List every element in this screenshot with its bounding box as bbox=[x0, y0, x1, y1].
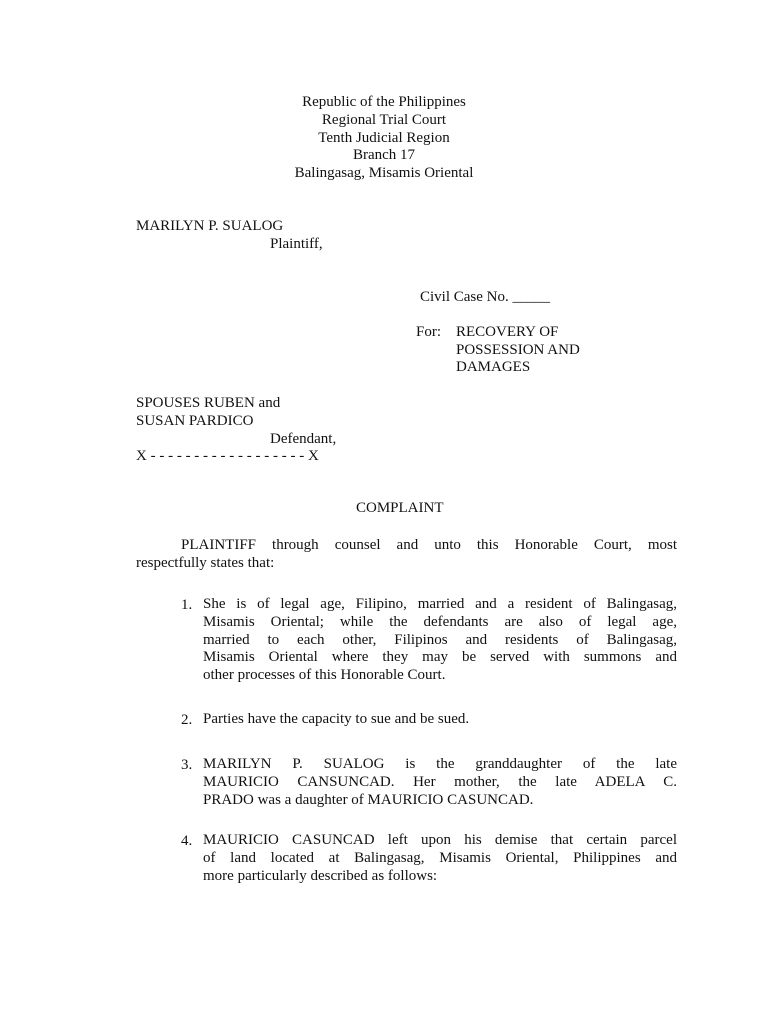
item-2-text bbox=[203, 711, 677, 729]
intro-line-1: PLAINTIFF through counsel and unto this Honorable Court, most bbox=[181, 537, 677, 553]
header-line-court: Regional Trial Court bbox=[321, 111, 447, 128]
defendant-name-line-2: SUSAN PARDICO bbox=[136, 413, 254, 429]
header-line-region: Tenth Judicial Region bbox=[318, 129, 450, 146]
case-nature-line-1: RECOVERY OF bbox=[456, 324, 559, 340]
item-3-number: 3. bbox=[181, 757, 193, 773]
item-1-text bbox=[203, 596, 677, 685]
item-3-line-2: MAURICIO CANSUNCAD. Her mother, the late ADELA C. bbox=[203, 773, 677, 790]
item-4-text bbox=[203, 832, 677, 885]
plaintiff-name: MARILYN P. SUALOG bbox=[136, 218, 284, 234]
item-4-line-2: of land located at Balingasag, Misamis Oriental, Philippines and bbox=[203, 849, 677, 866]
item-3-line-1: MARILYN P. SUALOG is the granddaughter of the late bbox=[203, 756, 677, 772]
court-header bbox=[0, 94, 768, 183]
plaintiff-role: Plaintiff, bbox=[270, 236, 323, 252]
intro-line-2: respectfully states that: bbox=[136, 555, 275, 571]
intro-paragraph bbox=[136, 536, 677, 572]
case-for-label: For: bbox=[416, 324, 442, 340]
defendant-role: Defendant, bbox=[270, 431, 337, 447]
civil-case-number: Civil Case No. _____ bbox=[420, 289, 550, 305]
case-nature-line-3: DAMAGES bbox=[456, 359, 531, 375]
item-2-number: 2. bbox=[181, 712, 193, 728]
caption-separator: X - - - - - - - - - - - - - - - - - - X bbox=[136, 448, 319, 464]
header-line-country: Republic of the Philippines bbox=[302, 94, 466, 110]
document-title: COMPLAINT bbox=[356, 500, 444, 516]
item-4-number: 4. bbox=[181, 833, 193, 849]
defendant-name-line-1: SPOUSES RUBEN and bbox=[136, 395, 281, 411]
item-1-line-2: Misamis Oriental; while the defendants are also of legal age, bbox=[203, 613, 677, 630]
item-1-line-3: married to each other, Filipinos and residents of Balingasag, bbox=[203, 631, 677, 648]
case-nature-line-2: POSSESSION AND bbox=[456, 342, 580, 358]
item-1-number: 1. bbox=[181, 597, 193, 613]
item-3-text bbox=[203, 756, 677, 809]
header-line-branch: Branch 17 bbox=[352, 147, 416, 164]
item-2-line-1: Parties have the capacity to sue and be sued. bbox=[203, 711, 470, 727]
item-3-line-3: PRADO was a daughter of MAURICIO CASUNCAD. bbox=[203, 791, 534, 808]
item-4-line-3: more particularly described as follows: bbox=[203, 867, 438, 884]
item-1-line-4: Misamis Oriental where they may be served with summons and bbox=[203, 649, 677, 666]
item-1-line-1: She is of legal age, Filipino, married and a resident of Balingasag, bbox=[203, 596, 677, 612]
item-1-line-5: other processes of this Honorable Court. bbox=[203, 667, 446, 684]
header-line-location: Balingasag, Misamis Oriental bbox=[294, 165, 474, 182]
item-4-line-1: MAURICIO CASUNCAD left upon his demise that certain parcel bbox=[203, 832, 677, 848]
